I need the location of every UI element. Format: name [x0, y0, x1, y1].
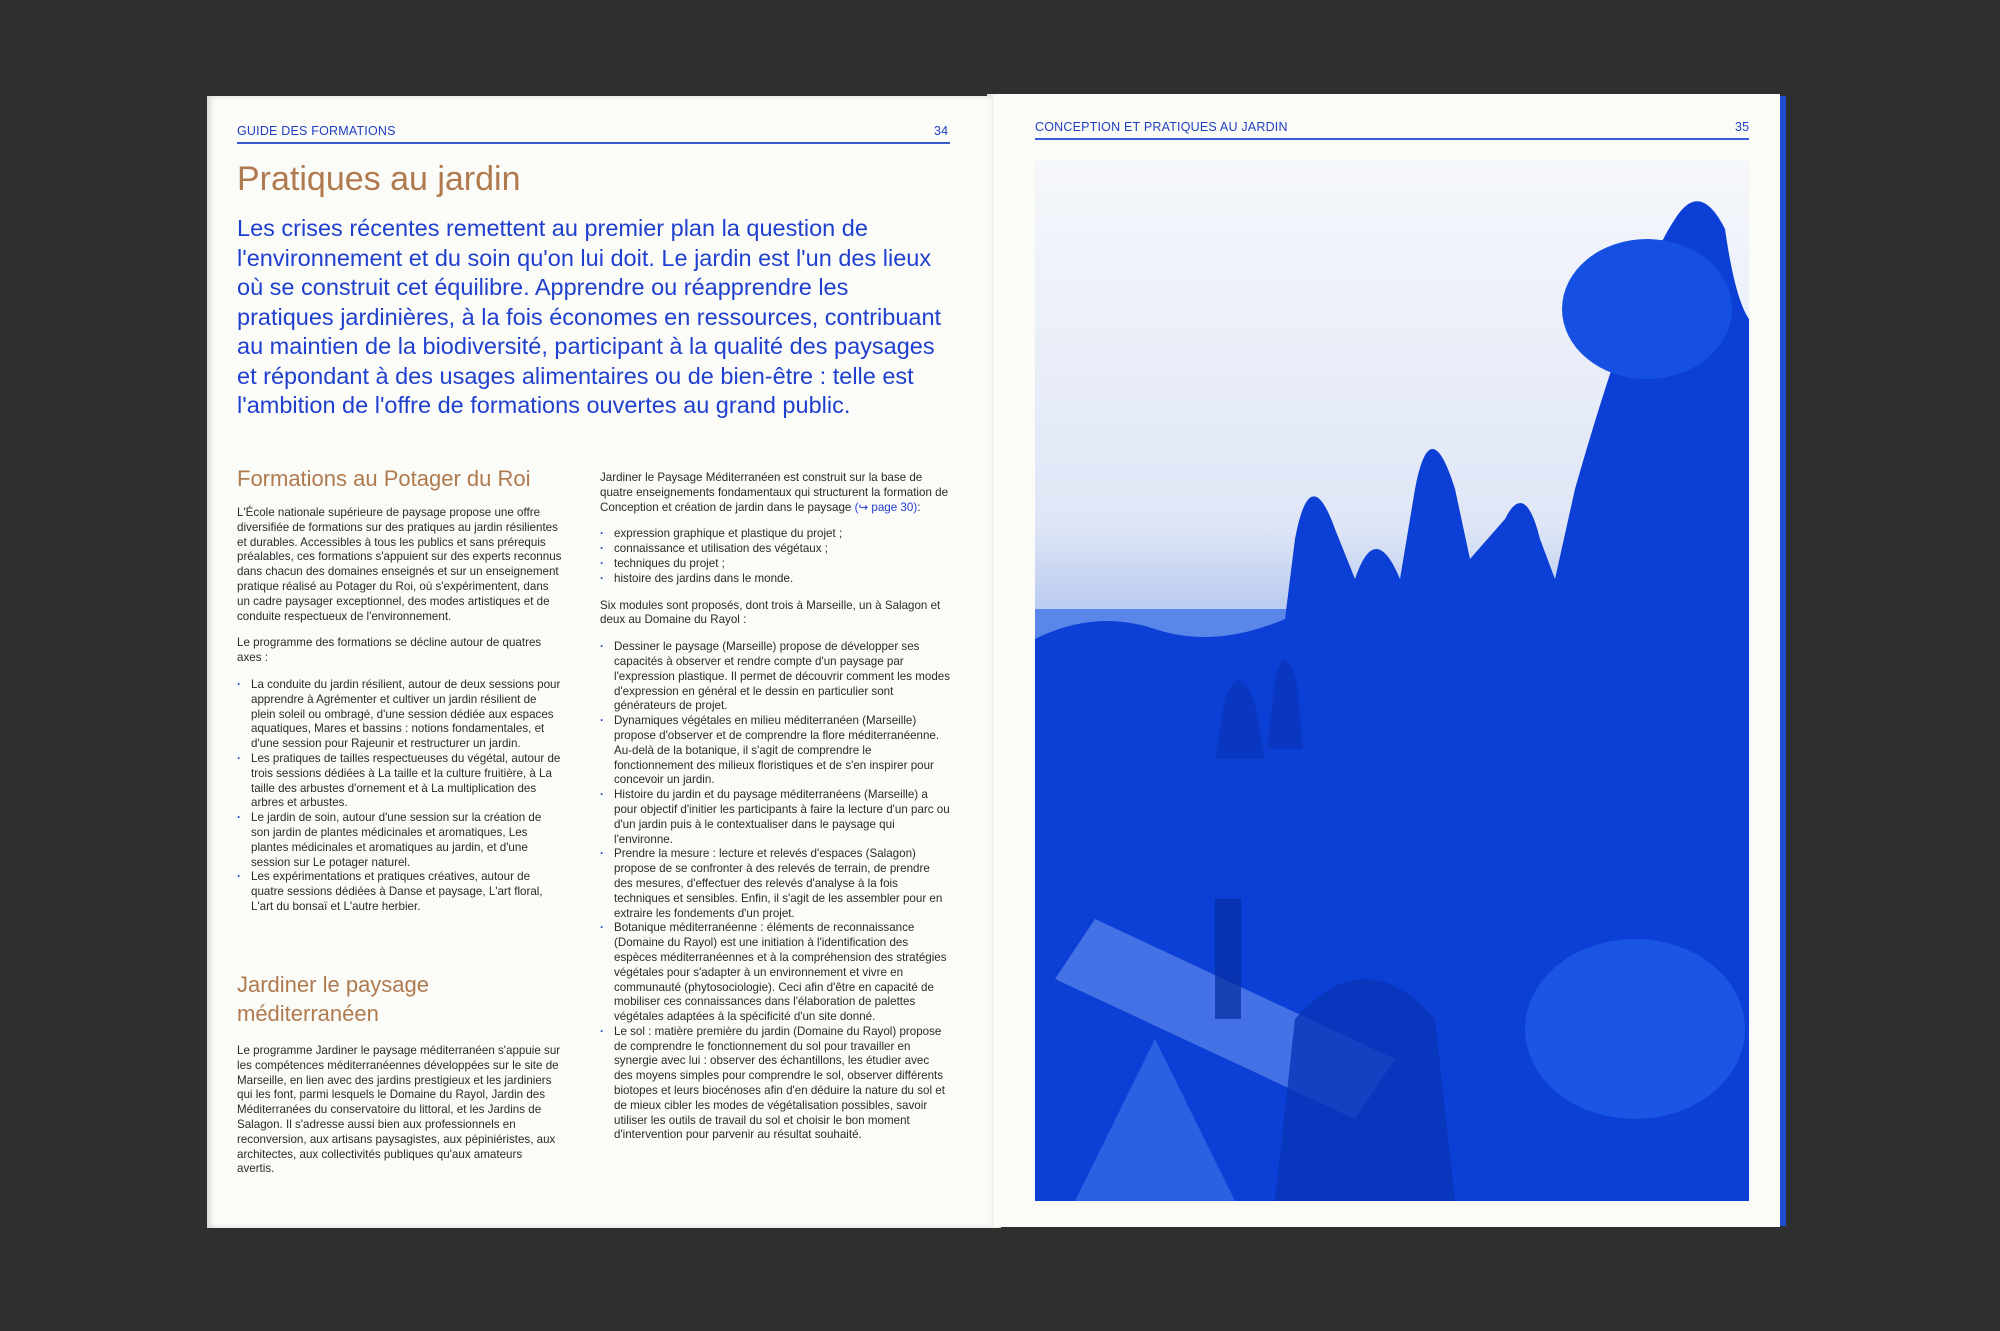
modules-intro: Six modules sont proposés, dont trois à Marseille, un à Salagon et deux au Domaine du Rayol :: [600, 598, 941, 627]
list-item: · Dessiner le paysage (Marseille) propose de développer ses capacités à observer et rendre compte d'un paysage par l'expression plastique. Il permet de découvrir comment les modes d'expression en général et le dessin en particulier sont générateurs de projet.: [614, 640, 950, 714]
list-item: · Le sol : matière première du jardin (Domaine du Rayol) propose de comprendre le fonctionnement du sol pour travailler en synergie avec lui : observer des échantillons, les étudier avec des moyens simples pour comprendre le sol, observer différents biotopes et leurs biocénoses afin d'en déduire la nature du sol et de mieux cibler les modes de végétalisation possibles, savoir utiliser les outils de travail du sol et choisir le bon moment d'intervention pour parvenir au résultat souhaité.: [614, 1025, 950, 1143]
list-item: · Dynamiques végétales en milieu méditerranéen (Marseille) propose d'observer et de comprendre la flore méditerranéenne. Au-delà de la botanique, il s'agit de comprendre le fonctionnement des milieux floristiques et de s'en inspirer pour concevoir un jardin.: [614, 714, 950, 788]
page-ref-link[interactable]: (↪ page 30): [854, 500, 918, 514]
list-item: · Botanique méditerranéenne : éléments de reconnaissance (Domaine du Rayol) est une initiation à l'identification des espèces méditerranéennes et à la compréhension des stratégies végétales pour s'adapter à un environnement et vivre en communauté (phytosociologie). Ceci afin d'être en capacité de mobiliser ces connaissances dans l'élaboration de palettes végétales adaptées à la spécificité d'un site donné.: [614, 921, 950, 1025]
list-item: · La conduite du jardin résilient, autour de deux sessions pour apprendre à Agrémenter et cultiver un jardin résilient de plein soleil ou ombragé, d'une session dédiée aux espaces aquatiques, Mares et bassins : notions fondamentales, et d'une session pour Rajeunir et restructurer un jardin.: [251, 678, 562, 752]
list-item: · techniques du projet ;: [614, 557, 950, 572]
section-heading-mediterraneen: Jardiner le paysage méditerranéen: [237, 972, 430, 1026]
list-item: · Les pratiques de tailles respectueuses du végétal, autour de trois sessions dédiées à La taille et la culture fruitière, à La taille des arbustes d'ornement et à La multiplication des arbres et arbustes.: [251, 752, 562, 811]
modules-list: [600, 640, 950, 1143]
page-number: 35: [1735, 120, 1750, 134]
running-head: GUIDE DES FORMATIONS: [237, 124, 396, 138]
garden-vegetation-illustration: [1035, 159, 1749, 1201]
section-intro: L'École nationale supérieure de paysage propose une offre diversifiée de formations sur des pratiques au jardin résilientes et durables. Accessibles à tous les publics et sans prérequis préalables, ces formations s'appuient sur des experts reconnus dans chacun des domaines enseignés et sur un enseignement pratique réalisé au Potager du Roi, où s'expérimentent, dans un cadre paysager exceptionnel, des modes artistiques et de conduite respectueux de l'environnement.: [237, 506, 562, 623]
garden-photo: [1035, 159, 1749, 1201]
list-item: · Prendre la mesure : lecture et relevés d'espaces (Salagon) propose de se confronter à des relevés de terrain, de prendre des mesures, d'effectuer des relevés d'analyse à la fois techniques et sensibles. Enfin, il s'agit de les assembler pour en extraire les fondements d'un projet.: [614, 847, 950, 921]
col2-intro: Jardiner le Paysage Méditerranéen est construit sur la base de quatre enseignements fondamentaux qui structurent la formation de Conception et création de jardin dans le paysage (↪ page 30):: [600, 471, 949, 514]
header-rule: [1035, 138, 1749, 140]
section-intro: Le programme Jardiner le paysage méditerranéen s'appuie sur les compétences méditerranéennes développées sur le site de Marseille, en lien avec des jardins prestigieux et les jardiniers qui les font, parmi lesquels le Domaine du Rayol, Jardin des Méditerranées du conservatoire du littoral, et les Jardins de Salagon. Il s'adresse aussi bien aux professionnels en reconversion, aux artisans paysagistes, aux pépiniéristes, aux architectes, aux collectivités publiques qu'aux amateurs avertis.: [237, 1044, 561, 1176]
left-column-bottom: [237, 1044, 562, 1189]
left-column: [237, 506, 562, 927]
list-item: · Le jardin de soin, autour d'une session sur la création de son jardin de plantes médicinales et aromatiques, Les plantes médicinales et aromatiques au jardin, et d'une session sur Le potager naturel.: [251, 811, 562, 870]
list-item: · Les expérimentations et pratiques créatives, autour de quatre sessions dédiées à Danse et paysage, L'art floral, L'art du bonsaï et L'autre herbier.: [251, 870, 562, 914]
list-item: · connaissance et utilisation des végétaux ;: [614, 542, 950, 557]
lead-paragraph: Les crises récentes remettent au premier plan la question de l'environnement et du soin qu'on lui doit. Le jardin est l'un des lieux où se construit cet équilibre. Apprendre ou réapprendre les pratiques jardinières, à la fois économes en ressources, contribuant au maintien de la biodiversité, participant à la qualité des paysages et répondant à des usages alimentaires ou de bien-être : telle est l'ambition de l'offre de formations ouvertes au grand public.: [237, 215, 942, 418]
right-column: [600, 471, 950, 1155]
teachings-list: [600, 527, 950, 586]
right-page: [994, 94, 1780, 1227]
col2-intro-text: Jardiner le Paysage Méditerranéen est construit sur la base de quatre enseignements fondamentaux qui structurent la formation de Conception et création de jardin dans le paysage: [600, 471, 949, 514]
list-item: · Histoire du jardin et du paysage méditerranéens (Marseille) a pour objectif d'initier les participants à faire la lecture d'un parc ou d'un jardin puis à le contextualiser dans le paysage qui l'environne.: [614, 788, 950, 847]
program-intro: Le programme des formations se décline autour de quatres axes :: [237, 636, 542, 665]
blue-page-edge: [1780, 96, 1786, 1226]
list-item: · histoire des jardins dans le monde.: [614, 572, 950, 587]
page-number: 34: [934, 124, 949, 138]
running-head: CONCEPTION ET PRATIQUES AU JARDIN: [1035, 120, 1288, 134]
page-title: Pratiques au jardin: [237, 160, 521, 198]
left-page: [207, 96, 992, 1228]
list-item: · expression graphique et plastique du projet ;: [614, 527, 950, 542]
axes-list: [237, 678, 562, 915]
header-rule: [237, 142, 950, 144]
section-heading-potager: Formations au Potager du Roi: [237, 466, 531, 491]
